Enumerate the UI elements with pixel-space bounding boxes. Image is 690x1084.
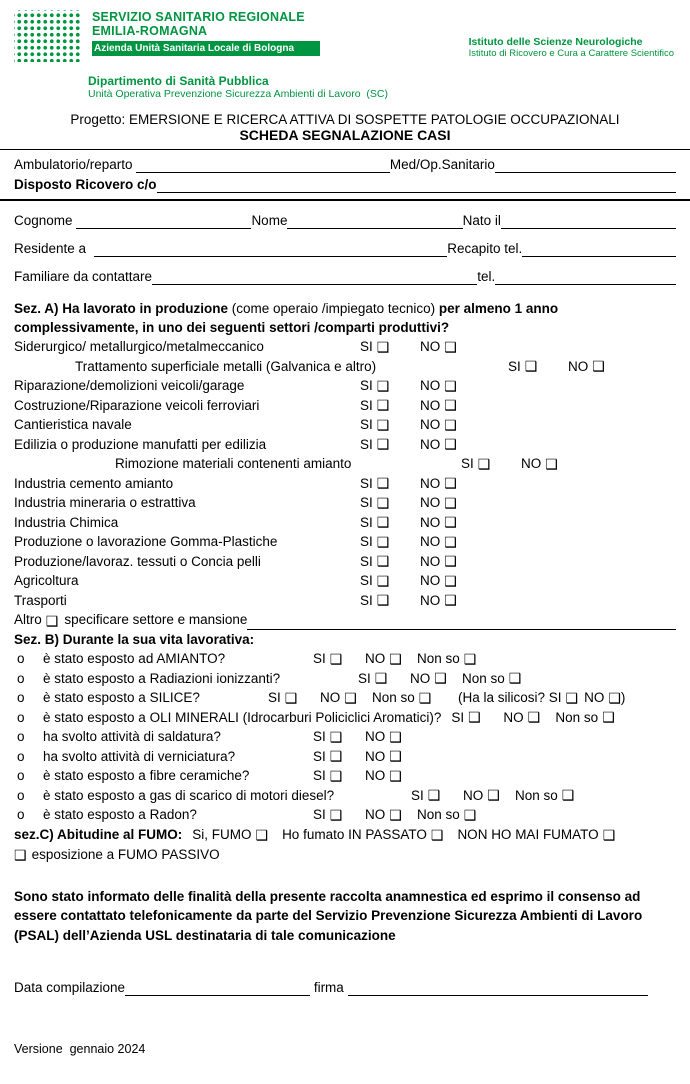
si-option bbox=[360, 415, 420, 435]
sezB-heading: Sez. B) Durante la sua vita lavorativa: bbox=[14, 631, 255, 647]
fumo-passivo-checkbox-icon[interactable]: ❑ bbox=[14, 846, 27, 863]
si-label: SI bbox=[360, 339, 373, 354]
no-label: NO bbox=[420, 417, 441, 432]
sezA-row bbox=[14, 337, 676, 357]
sector-label: Riparazione/demolizioni veicoli/garage bbox=[14, 378, 245, 393]
no-label: NO bbox=[420, 436, 441, 452]
silicosi-no-label: NO bbox=[584, 690, 605, 705]
nonso-option bbox=[462, 669, 548, 689]
residente-row bbox=[14, 240, 676, 257]
sector-label: Rimozione materiali contenenti amianto bbox=[115, 456, 352, 471]
firma-blank-field[interactable] bbox=[348, 982, 648, 996]
bullet: o bbox=[17, 787, 25, 803]
no-checkbox-icon[interactable]: ❑ bbox=[444, 553, 457, 570]
no-option bbox=[463, 786, 515, 806]
sezB-row bbox=[14, 747, 676, 767]
no-label: NO bbox=[503, 709, 524, 725]
signature-row bbox=[14, 979, 676, 996]
sezA-row bbox=[14, 357, 676, 377]
header bbox=[14, 10, 676, 62]
disposto-label: Disposto Ricovero c/o bbox=[14, 177, 157, 192]
no-checkbox-icon[interactable]: ❑ bbox=[389, 806, 402, 823]
si-checkbox-icon[interactable]: ❑ bbox=[468, 709, 481, 726]
si-option bbox=[360, 532, 420, 552]
si-label: SI bbox=[313, 768, 326, 783]
natoil-label: Nato il bbox=[462, 213, 501, 228]
project-title: Progetto: EMERSIONE E RICERCA ATTIVA DI SOSPETTE PATOLOGIE OCCUPAZIONALI bbox=[70, 112, 620, 127]
nonso-label: Non so bbox=[462, 670, 505, 686]
recapito-label: Recapito tel. bbox=[447, 241, 523, 256]
no-checkbox-icon[interactable]: ❑ bbox=[444, 436, 457, 453]
si-checkbox-icon[interactable]: ❑ bbox=[376, 377, 390, 394]
tel-blank-field[interactable] bbox=[495, 271, 676, 285]
no-label: NO bbox=[463, 787, 484, 803]
sezB-row bbox=[14, 805, 676, 825]
no-option bbox=[420, 474, 480, 494]
no-option bbox=[365, 766, 417, 786]
data-compilazione-label: Data compilazione bbox=[14, 980, 126, 995]
si-label: SI bbox=[360, 514, 373, 530]
si-checkbox-icon[interactable]: ❑ bbox=[376, 416, 390, 433]
cognome-row bbox=[14, 212, 676, 229]
istituto-neurologiche-title: Istituto delle Scienze Neurologiche bbox=[468, 36, 643, 48]
familiare-blank-field[interactable] bbox=[152, 271, 477, 285]
no-option bbox=[320, 688, 372, 708]
si-checkbox-icon[interactable]: ❑ bbox=[376, 338, 390, 355]
si-option bbox=[313, 747, 365, 767]
nome-label: Nome bbox=[251, 213, 288, 228]
sezA-row bbox=[14, 493, 676, 513]
no-label: NO bbox=[420, 573, 441, 588]
sector-label: Industria cemento amianto bbox=[14, 475, 174, 491]
no-option bbox=[420, 591, 480, 611]
nonso-label: Non so bbox=[372, 690, 415, 705]
bullet: o bbox=[17, 729, 25, 744]
si-checkbox-icon[interactable]: ❑ bbox=[376, 475, 390, 492]
sector-label: Produzione/lavoraz. tessuti o Concia pelli bbox=[14, 553, 261, 569]
sezC-label: sez.C) Abitudine al FUMO: bbox=[14, 826, 183, 842]
bullet: o bbox=[17, 807, 25, 822]
sezA-row bbox=[14, 571, 676, 591]
sezB-row bbox=[14, 708, 676, 728]
bullet: o bbox=[17, 768, 25, 783]
si-checkbox-icon[interactable]: ❑ bbox=[376, 436, 390, 453]
no-option bbox=[365, 805, 417, 825]
sezA-row bbox=[14, 396, 676, 416]
sezB-row bbox=[14, 649, 676, 669]
no-option bbox=[420, 435, 480, 455]
si-checkbox-icon[interactable]: ❑ bbox=[329, 728, 343, 745]
no-label: NO bbox=[420, 397, 441, 413]
no-checkbox-icon[interactable]: ❑ bbox=[487, 787, 500, 804]
bullet: o bbox=[17, 670, 25, 686]
si-option bbox=[268, 688, 320, 708]
no-option bbox=[420, 532, 480, 552]
no-option bbox=[410, 669, 462, 689]
no-checkbox-icon[interactable]: ❑ bbox=[389, 728, 402, 745]
recapito-blank-field[interactable] bbox=[522, 243, 676, 257]
sezB-row bbox=[14, 688, 676, 708]
nonso-label: Non so bbox=[515, 787, 558, 803]
si-option bbox=[313, 805, 365, 825]
question-label: è stato esposto a OLI MINERALI (Idrocarburi Policiclici Aromatici)? bbox=[43, 709, 442, 725]
no-checkbox-icon[interactable]: ❑ bbox=[444, 592, 457, 609]
no-checkbox-icon[interactable]: ❑ bbox=[444, 572, 457, 589]
unita-operativa-subtitle: Unità Operativa Prevenzione Sicurezza Ambienti di Lavoro (SC) bbox=[88, 88, 388, 100]
residente-blank-field[interactable] bbox=[94, 243, 448, 257]
no-label: NO bbox=[420, 475, 441, 491]
no-checkbox-icon[interactable]: ❑ bbox=[444, 338, 457, 355]
si-option bbox=[360, 493, 420, 513]
si-checkbox-icon[interactable]: ❑ bbox=[376, 397, 390, 414]
no-option bbox=[420, 337, 480, 357]
no-label: NO bbox=[420, 378, 441, 393]
header-right bbox=[469, 36, 676, 59]
fumo-si-option bbox=[192, 825, 268, 845]
no-checkbox-icon[interactable]: ❑ bbox=[444, 416, 457, 433]
intake-box bbox=[0, 149, 690, 201]
no-label: NO bbox=[420, 534, 441, 549]
sezA-heading-regular: (come operaio /impiegato tecnico) bbox=[228, 301, 439, 316]
bullet: o bbox=[17, 690, 25, 705]
fumo-passivo-label: esposizione a FUMO PASSIVO bbox=[31, 846, 220, 862]
no-label: NO bbox=[420, 592, 441, 608]
si-label: SI bbox=[411, 787, 424, 803]
sector-label: Industria Chimica bbox=[14, 514, 119, 530]
nonso-checkbox-icon[interactable]: ❑ bbox=[508, 670, 522, 687]
si-checkbox-icon[interactable]: ❑ bbox=[374, 670, 388, 687]
si-checkbox-icon[interactable]: ❑ bbox=[376, 514, 390, 531]
familiare-row bbox=[14, 268, 676, 285]
mai-fumato-label: NON HO MAI FUMATO bbox=[457, 826, 599, 842]
sector-label: Trattamento superficiale metalli (Galvanica e altro) bbox=[75, 358, 377, 374]
sezA-altro-row bbox=[14, 610, 676, 630]
sezA-heading-bold1: Sez. A) Ha lavorato in produzione bbox=[14, 301, 229, 316]
no-checkbox-icon[interactable]: ❑ bbox=[444, 397, 457, 414]
ssr-dots-logo bbox=[14, 10, 80, 62]
si-checkbox-icon[interactable]: ❑ bbox=[477, 455, 491, 472]
no-label: NO bbox=[365, 729, 386, 744]
si-checkbox-icon[interactable]: ❑ bbox=[376, 553, 390, 570]
ambulatorio-row bbox=[14, 156, 676, 173]
no-option bbox=[420, 513, 480, 533]
altro-specify-label: specificare settore e mansione bbox=[64, 612, 248, 627]
si-option bbox=[508, 357, 568, 377]
si-label: SI bbox=[451, 709, 465, 725]
no-option bbox=[365, 747, 417, 767]
question-label: è stato esposto a Radon? bbox=[43, 807, 197, 822]
no-label: NO bbox=[365, 807, 386, 822]
bullet: o bbox=[17, 651, 25, 666]
altro-checkbox-icon[interactable]: ❑ bbox=[45, 612, 59, 629]
no-checkbox-icon[interactable]: ❑ bbox=[389, 767, 402, 784]
no-label: NO bbox=[420, 495, 441, 510]
question-label: è stato esposto a SILICE? bbox=[43, 690, 200, 705]
data-blank-field[interactable] bbox=[125, 982, 310, 996]
nonso-checkbox-icon[interactable]: ❑ bbox=[418, 689, 432, 706]
fumo-passato-option bbox=[282, 825, 443, 845]
si-label: SI bbox=[360, 592, 373, 608]
natoil-blank-field[interactable] bbox=[501, 215, 676, 229]
si-checkbox-icon[interactable]: ❑ bbox=[427, 787, 441, 804]
no-label: NO bbox=[568, 358, 589, 374]
nonso-option bbox=[555, 708, 641, 728]
no-label: NO bbox=[365, 651, 386, 666]
silicosi-close: ) bbox=[620, 690, 626, 705]
si-option bbox=[360, 337, 420, 357]
question-label: ha svolto attività di saldatura? bbox=[43, 729, 221, 744]
medop-blank-field[interactable] bbox=[495, 159, 676, 173]
firma-label: firma bbox=[310, 980, 348, 995]
ausl-bologna-banner: Azienda Unità Sanitaria Locale di Bologna bbox=[92, 41, 320, 56]
si-label: SI bbox=[360, 378, 373, 393]
no-option bbox=[420, 493, 480, 513]
sezA-row bbox=[14, 415, 676, 435]
istituto-subtitle: Istituto di Ricovero e Cura a Carattere Scientifico bbox=[468, 48, 674, 59]
si-option bbox=[358, 669, 410, 689]
sezB-row bbox=[14, 669, 676, 689]
si-label: SI bbox=[360, 475, 373, 491]
medop-label: Med/Op.Sanitario bbox=[389, 157, 495, 172]
nonso-label: Non so bbox=[555, 709, 599, 725]
no-checkbox-icon[interactable]: ❑ bbox=[444, 533, 457, 550]
question-label: è stato esposto ad AMIANTO? bbox=[43, 651, 226, 666]
no-option bbox=[420, 571, 480, 591]
si-checkbox-icon[interactable]: ❑ bbox=[329, 767, 343, 784]
sezA-row bbox=[14, 435, 676, 455]
residente-label: Residente a bbox=[14, 241, 94, 256]
no-option bbox=[521, 454, 581, 474]
si-label: SI bbox=[508, 358, 521, 374]
silicosi-question bbox=[458, 688, 625, 708]
nonso-checkbox-icon[interactable]: ❑ bbox=[561, 787, 575, 804]
no-option bbox=[420, 376, 480, 396]
no-option bbox=[365, 649, 417, 669]
consent-paragraph: Sono stato informato delle finalità della presente raccolta anamnestica ed esprimo il consenso ad essere contattato telefonicamente da parte del Servizio Prevenzione Sicurezza Ambienti di Lavoro (PSAL) dell’Azienda USL destinataria di tale comunicazione bbox=[14, 888, 643, 943]
si-checkbox-icon[interactable]: ❑ bbox=[284, 689, 298, 706]
sezA-row bbox=[14, 454, 676, 474]
no-option bbox=[503, 708, 555, 728]
si-label: SI bbox=[461, 456, 474, 471]
fumo-passivo-row bbox=[14, 845, 676, 865]
si-label: SI bbox=[360, 534, 373, 549]
si-checkbox-icon[interactable]: ❑ bbox=[524, 358, 538, 375]
nonso-checkbox-icon[interactable]: ❑ bbox=[463, 806, 477, 823]
sezA-row bbox=[14, 474, 676, 494]
si-option bbox=[360, 435, 420, 455]
si-label: SI bbox=[360, 495, 373, 510]
nonso-option bbox=[515, 786, 601, 806]
nonso-checkbox-icon[interactable]: ❑ bbox=[463, 650, 477, 667]
no-option bbox=[568, 357, 628, 377]
no-checkbox-icon[interactable]: ❑ bbox=[444, 475, 457, 492]
ambulatorio-label: Ambulatorio/reparto bbox=[14, 157, 137, 172]
si-option bbox=[313, 766, 365, 786]
sezA-heading bbox=[14, 299, 676, 337]
no-checkbox-icon[interactable]: ❑ bbox=[444, 377, 457, 394]
si-checkbox-icon[interactable]: ❑ bbox=[329, 748, 343, 765]
sector-label: Industria mineraria o estrattiva bbox=[14, 495, 196, 510]
sezA-heading-bold2: per almeno 1 anno complessivamente, in uno dei seguenti settori /comparti produttivi? bbox=[14, 301, 559, 335]
bullet: o bbox=[17, 709, 25, 725]
no-option bbox=[420, 415, 480, 435]
altro-label: Altro bbox=[14, 612, 42, 627]
versione-label: Versione gennaio 2024 bbox=[14, 1042, 146, 1056]
no-label: NO bbox=[365, 748, 386, 764]
nome-blank-field[interactable] bbox=[287, 215, 462, 229]
si-label: SI bbox=[313, 748, 326, 764]
si-option bbox=[360, 376, 420, 396]
silicosi-si-label: SI bbox=[548, 690, 562, 705]
si-label: SI bbox=[360, 397, 373, 413]
si-option bbox=[411, 786, 463, 806]
si-label: SI bbox=[360, 553, 373, 569]
si-label: SI bbox=[313, 651, 326, 666]
no-checkbox-icon[interactable]: ❑ bbox=[527, 709, 541, 726]
sezB-row bbox=[14, 766, 676, 786]
no-checkbox-icon[interactable]: ❑ bbox=[389, 748, 402, 765]
fumo-passato-checkbox-icon[interactable]: ❑ bbox=[430, 826, 444, 843]
no-label: NO bbox=[420, 339, 441, 354]
question-label: è stato esposto a gas di scarico di motori diesel? bbox=[43, 787, 335, 803]
si-checkbox-icon[interactable]: ❑ bbox=[376, 572, 390, 589]
no-label: NO bbox=[320, 690, 341, 705]
si-option bbox=[451, 708, 503, 728]
no-checkbox-icon[interactable]: ❑ bbox=[444, 514, 457, 531]
sector-label: Edilizia o produzione manufatti per edilizia bbox=[14, 436, 267, 452]
no-option bbox=[365, 727, 417, 747]
sezB-row bbox=[14, 786, 676, 806]
sezA-row bbox=[14, 591, 676, 611]
si-label: SI bbox=[313, 729, 326, 744]
nonso-label: Non so bbox=[417, 651, 460, 666]
si-label: SI bbox=[358, 670, 371, 686]
mai-fumato-checkbox-icon[interactable]: ❑ bbox=[602, 826, 616, 843]
sezA-row bbox=[14, 532, 676, 552]
bullet: o bbox=[17, 748, 25, 764]
no-option bbox=[420, 552, 480, 572]
sector-label: Trasporti bbox=[14, 592, 67, 608]
form-title: SCHEDA SEGNALAZIONE CASI bbox=[239, 127, 451, 143]
sezA-row bbox=[14, 376, 676, 396]
no-checkbox-icon[interactable]: ❑ bbox=[344, 689, 357, 706]
fumo-si-label: Si, FUMO bbox=[192, 826, 252, 842]
si-checkbox-icon[interactable]: ❑ bbox=[376, 592, 390, 609]
no-option bbox=[420, 396, 480, 416]
no-label: NO bbox=[410, 670, 431, 686]
silicosi-text: (Ha la silicosi? bbox=[458, 690, 549, 705]
ambulatorio-blank-field[interactable] bbox=[136, 159, 390, 173]
si-option bbox=[313, 649, 365, 669]
sector-label: Costruzione/Riparazione veicoli ferroviari bbox=[14, 397, 260, 413]
si-option bbox=[313, 727, 365, 747]
si-label: SI bbox=[360, 436, 373, 452]
nonso-option bbox=[417, 805, 503, 825]
header-left bbox=[92, 10, 320, 56]
sector-label: Siderurgico/ metallurgico/metalmeccanico bbox=[14, 339, 264, 354]
si-label: SI bbox=[268, 690, 281, 705]
si-option bbox=[360, 474, 420, 494]
sector-label: Produzione o lavorazione Gomma-Plastiche bbox=[14, 534, 278, 549]
si-option bbox=[360, 513, 420, 533]
sezB-row bbox=[14, 727, 676, 747]
si-checkbox-icon[interactable]: ❑ bbox=[376, 494, 390, 511]
si-label: SI bbox=[313, 807, 326, 822]
cognome-blank-field[interactable] bbox=[76, 215, 251, 229]
tel-label: tel. bbox=[477, 269, 496, 284]
no-checkbox-icon[interactable]: ❑ bbox=[444, 494, 457, 511]
question-label: è stato esposto a Radiazioni ionizzanti? bbox=[43, 670, 281, 686]
familiare-label: Familiare da contattare bbox=[14, 269, 153, 284]
si-checkbox-icon[interactable]: ❑ bbox=[376, 533, 390, 550]
si-checkbox-icon[interactable]: ❑ bbox=[329, 806, 343, 823]
no-label: NO bbox=[420, 553, 441, 569]
no-label: NO bbox=[365, 768, 386, 783]
si-label: SI bbox=[360, 417, 373, 432]
disposto-row bbox=[14, 176, 676, 193]
no-label: NO bbox=[420, 514, 441, 530]
ssr-title: SERVIZIO SANITARIO REGIONALE bbox=[92, 10, 305, 24]
si-checkbox-icon[interactable]: ❑ bbox=[329, 650, 343, 667]
sezC-row bbox=[14, 825, 676, 845]
sezA-row bbox=[14, 513, 676, 533]
no-checkbox-icon[interactable]: ❑ bbox=[389, 650, 402, 667]
si-option bbox=[360, 591, 420, 611]
sector-label: Cantieristica navale bbox=[14, 417, 132, 432]
dipartimento-title: Dipartimento di Sanità Pubblica bbox=[88, 74, 269, 88]
si-label: SI bbox=[360, 573, 373, 588]
si-option bbox=[360, 396, 420, 416]
no-checkbox-icon[interactable]: ❑ bbox=[545, 455, 558, 472]
department-block bbox=[88, 74, 676, 100]
question-label: ha svolto attività di verniciatura? bbox=[43, 748, 236, 764]
fumo-si-checkbox-icon[interactable]: ❑ bbox=[255, 826, 269, 843]
silicosi-si-checkbox-icon[interactable]: ❑ bbox=[565, 689, 579, 706]
silicosi-no-checkbox-icon[interactable]: ❑ bbox=[608, 689, 621, 706]
altro-blank-field[interactable] bbox=[247, 616, 676, 630]
nonso-option bbox=[372, 688, 458, 708]
si-option bbox=[360, 552, 420, 572]
ssr-region: EMILIA-ROMAGNA bbox=[92, 24, 208, 38]
no-checkbox-icon[interactable]: ❑ bbox=[592, 358, 605, 375]
si-option bbox=[360, 571, 420, 591]
sezA-row bbox=[14, 552, 676, 572]
nonso-option bbox=[417, 649, 503, 669]
si-option bbox=[461, 454, 521, 474]
cognome-label: Cognome bbox=[14, 213, 77, 228]
no-label: NO bbox=[521, 456, 542, 471]
disposto-blank-field[interactable] bbox=[157, 179, 676, 193]
fumo-passato-label: Ho fumato IN PASSATO bbox=[282, 826, 427, 842]
mai-fumato-option bbox=[457, 825, 615, 845]
sector-label: Agricoltura bbox=[14, 573, 79, 588]
nonso-checkbox-icon[interactable]: ❑ bbox=[602, 709, 615, 726]
question-label: è stato esposto a fibre ceramiche? bbox=[43, 768, 250, 783]
nonso-label: Non so bbox=[417, 807, 460, 822]
no-checkbox-icon[interactable]: ❑ bbox=[434, 670, 447, 687]
